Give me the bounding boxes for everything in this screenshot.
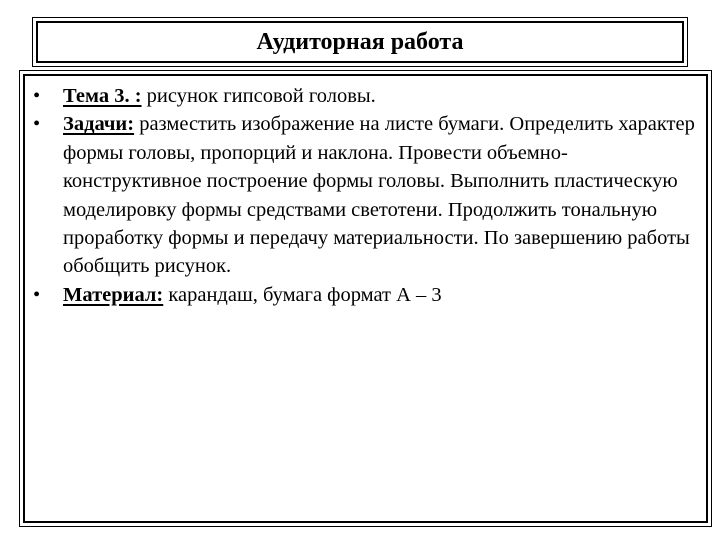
list-item-material: [33, 281, 698, 309]
material-term: Материал:: [63, 283, 164, 306]
material-text: карандаш, бумага формат А – 3: [163, 283, 442, 306]
tasks-text: разместить изображение на листе бумаги. Определить характер формы головы, пропорций и наклона. Провести объемно-конструктивное построение формы головы. Выполнить пластическую моделировку формы средствами светотени. Продолжить тональную проработку формы и передачу материальности. По завершению работы обобщить рисунок.: [63, 113, 695, 278]
list-item-tasks: [33, 110, 698, 280]
tasks-term: Задачи:: [63, 113, 135, 136]
content-frame: [23, 74, 708, 523]
bullet-list: [33, 82, 698, 309]
topic-term: Тема 3. :: [63, 85, 142, 107]
bullet-icon: •: [33, 283, 41, 306]
list-item-topic: [33, 82, 698, 110]
topic-text: рисунок гипсовой головы.: [141, 85, 376, 107]
bullet-icon: •: [33, 85, 41, 107]
slide-title: Аудиторная работа: [256, 29, 464, 55]
bullet-icon: •: [33, 113, 41, 136]
title-frame: [36, 21, 684, 63]
